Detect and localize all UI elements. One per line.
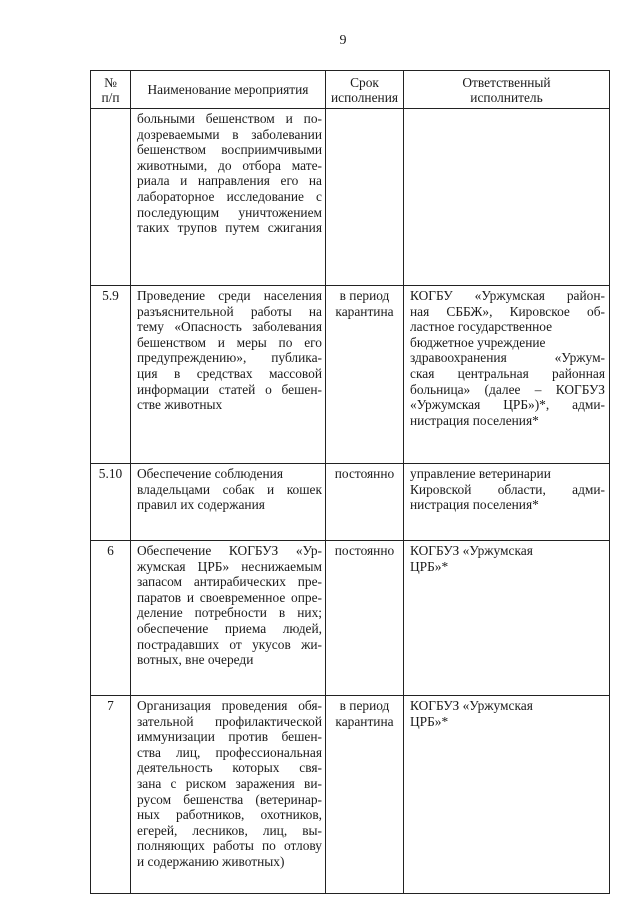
cell-number (91, 109, 131, 286)
cell-responsible: управление ветеринарии Кировской области, адми- нистрация поселения* (404, 464, 610, 541)
cell-number: 6 (91, 541, 131, 696)
cell-measure-name: Организация проведения обя- зательной профилактической иммунизации против бешен- ства лиц, профессиональная деятельность которых свя- зана с риском заражения ви- русом бешенства (ветеринар- ных работников, охотников, егерей, лесников, лиц, вы- полняющих работы по отлову и содержанию животных) (131, 696, 326, 894)
cell-term: постоянно (326, 464, 404, 541)
header-measure-name: Наименование мероприятия (131, 71, 326, 109)
table-row (91, 286, 610, 464)
table-row (91, 464, 610, 541)
page-number: 9 (339, 33, 347, 48)
table-row (91, 109, 610, 286)
cell-responsible: КОГБУЗ «Уржумская ЦРБ»* (404, 541, 610, 696)
cell-term: в период карантина (326, 286, 404, 464)
cell-term: постоянно (326, 541, 404, 696)
cell-number: 5.9 (91, 286, 131, 464)
cell-responsible: КОГБУ «Уржумская район- ная СББЖ», Кировское об- ластное государственное бюджетное учреждение здравоохранения «Уржум- ская центральная районная больница» (далее – КОГБУЗ «Уржумская ЦРБ»)*, адми- нистрация поселения* (404, 286, 610, 464)
cell-measure-name: больными бешенством и по- дозреваемыми в заболевании бешенством восприимчивыми животными, до отбора мате- риала и направления его на лабораторное исследование с последующим уничтожением таких трупов путем сжигания (131, 109, 326, 286)
cell-number: 7 (91, 696, 131, 894)
header-number: № п/п (91, 71, 131, 109)
measures-table (90, 70, 610, 894)
table-row (91, 541, 610, 696)
cell-number: 5.10 (91, 464, 131, 541)
cell-measure-name: Проведение среди населения разъяснительной работы на тему «Опасность заболевания бешенством и меры по его предупреждению», публика- ция в средствах массовой информации статей о бешен- стве животных (131, 286, 326, 464)
header-term: Срок исполнения (326, 71, 404, 109)
cell-measure-name: Обеспечение соблюдения владельцами собак и кошек правил их содержания (131, 464, 326, 541)
header-responsible: Ответственный исполнитель (404, 71, 610, 109)
cell-term (326, 109, 404, 286)
table-header-row (91, 71, 610, 109)
cell-measure-name: Обеспечение КОГБУЗ «Ур- жумская ЦРБ» неснижаемым запасом антирабических пре- паратов и своевременное опре- деление потребности в них; обеспечение приема людей, пострадавших от укусов жи- вотных, вне очереди (131, 541, 326, 696)
cell-responsible: КОГБУЗ «Уржумская ЦРБ»* (404, 696, 610, 894)
cell-term: в период карантина (326, 696, 404, 894)
cell-responsible (404, 109, 610, 286)
table-row (91, 696, 610, 894)
